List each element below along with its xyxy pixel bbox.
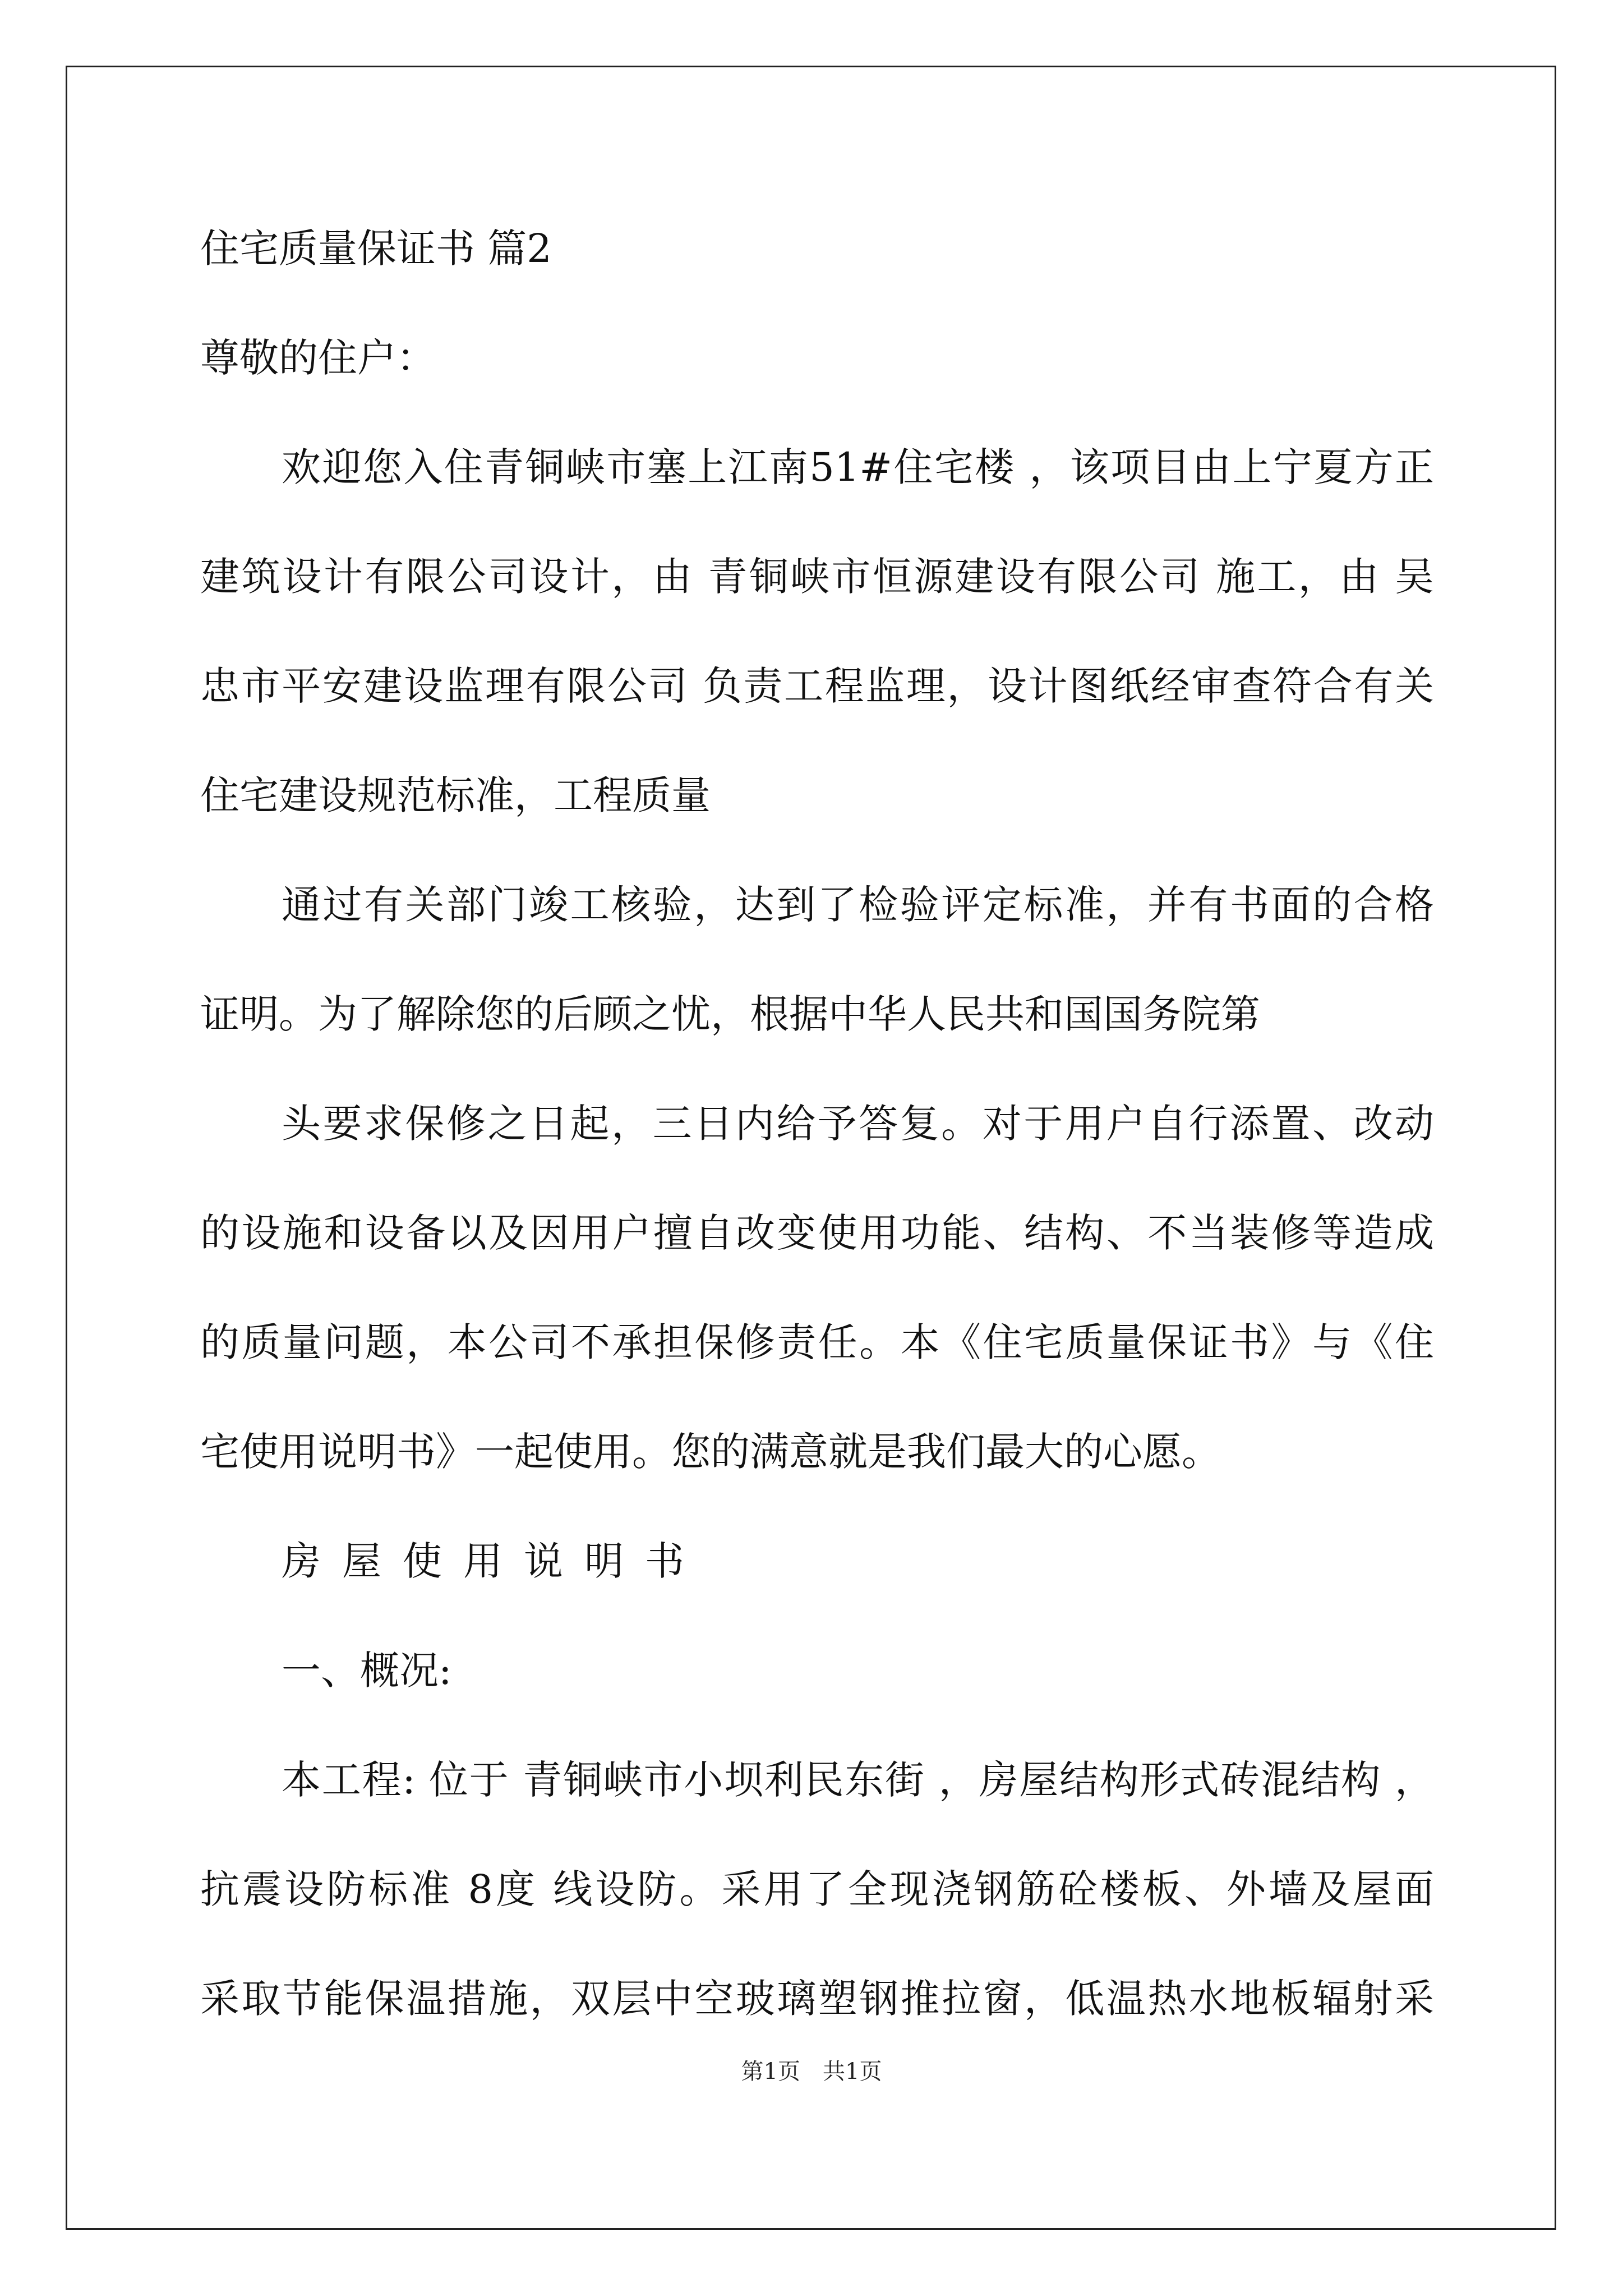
section-heading: 一、概况: [282, 1648, 452, 1694]
paragraph-line: 宅使用说明书》一起使用。您的满意就是我们最大的心愿。 [200, 1429, 1221, 1475]
paragraph-line: 头要求保修之日起，三日内给予答复。对于用户自行添置、改动 [282, 1101, 1434, 1147]
paragraph-line: 的设施和设备以及因用户擅自改变使用功能、结构、不当装修等造成 [200, 1210, 1434, 1256]
paragraph-line: 证明。为了解除您的后顾之忧，根据中华人民共和国国务院第 [200, 991, 1260, 1037]
paragraph-line: 本工程: 位于 青铜峡市小坝利民东街 ，房屋结构形式砖混结构 ， [282, 1757, 1434, 1803]
paragraph-line: 建筑设计有限公司设计，由 青铜峡市恒源建设有限公司 施工，由 吴 [200, 554, 1434, 600]
page-footer [0, 2058, 1623, 2086]
salutation: 尊敬的住户： [200, 335, 436, 381]
page-count: 共1页 [823, 2059, 882, 2085]
paragraph-line: 抗震设防标准 8度 线设防。采用了全现浇钢筋砼楼板、外墙及屋面 [200, 1866, 1434, 1912]
document-heading: 住宅质量保证书 篇2 [200, 226, 552, 272]
paragraph-line: 忠市平安建设监理有限公司 负责工程监理，设计图纸经审查符合有关 [200, 663, 1434, 709]
paragraph-line: 欢迎您入住青铜峡市塞上江南51#住宅楼 ，该项目由上宁夏方正 [282, 444, 1434, 490]
paragraph-line: 住宅建设规范标准，工程质量 [200, 772, 711, 818]
paragraph-line: 的质量问题，本公司不承担保修责任。本《住宅质量保证书》与《住 [200, 1319, 1434, 1365]
paragraph-line: 采取节能保温措施，双层中空玻璃塑钢推拉窗，低温热水地板辐射采 [200, 1976, 1434, 2022]
section-title: 房屋使用说明书 [282, 1538, 706, 1584]
paragraph-line: 通过有关部门竣工核验，达到了检验评定标准，并有书面的合格 [282, 882, 1434, 928]
page-number: 第1页 [741, 2059, 800, 2085]
